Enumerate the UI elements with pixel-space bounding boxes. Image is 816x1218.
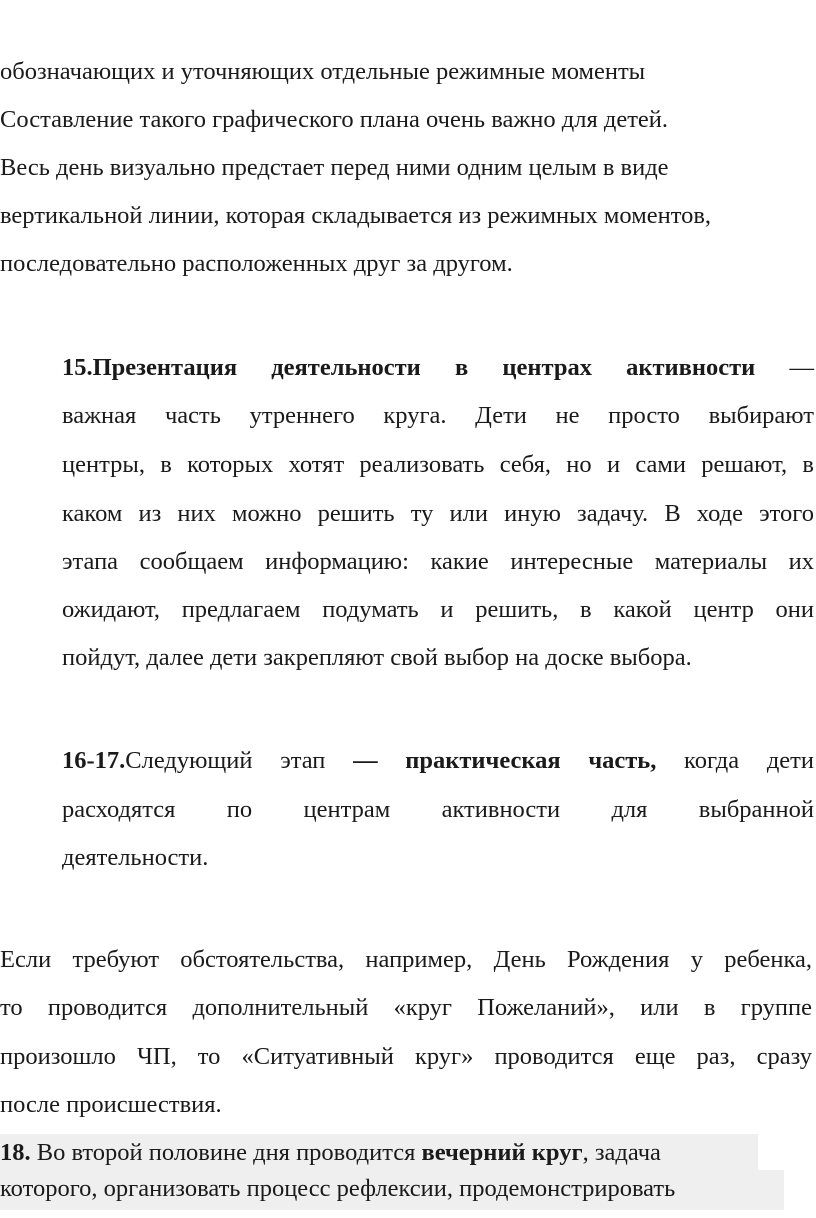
section-18-tail: , задача bbox=[582, 1139, 661, 1166]
intro-line-1: обозначающих и уточняющих отдельные режимные моменты bbox=[0, 58, 646, 85]
section-15-line-6: ожидают, предлагаем подумать и решить, в какой центр они bbox=[62, 596, 814, 623]
section-16-17-number: 16-17. bbox=[62, 747, 126, 774]
section-15-line-4: каком из них можно решить ту или иную задачу. В ходе этого bbox=[62, 500, 814, 527]
section-16-17-lead: Следующий этап bbox=[125, 747, 354, 774]
section-16-17-heading-line bbox=[62, 745, 814, 777]
intro-line-4: вертикальной линии, которая складывается из режимных моментов, bbox=[0, 202, 712, 229]
section-15-heading-line bbox=[62, 352, 814, 384]
circumstances-line-4: после происшествия. bbox=[0, 1091, 222, 1118]
section-16-17-line-3: деятельности. bbox=[62, 844, 209, 871]
section-15-line-5: этапа сообщаем информацию: какие интересные материалы их bbox=[62, 548, 814, 575]
section-16-17-line-2: расходятся по центрам активности для выбранной bbox=[62, 796, 814, 823]
section-16-17-dash: — bbox=[353, 747, 378, 774]
section-18-lead: Во второй половине дня проводится bbox=[30, 1139, 422, 1166]
section-15-line-3: центры, в которых хотят реализовать себя, но и сами решают, в bbox=[62, 451, 814, 478]
section-15-dash: — bbox=[755, 354, 814, 381]
intro-line-2: Составление такого графического плана очень важно для детей. bbox=[0, 106, 669, 133]
section-18-line-2: которого, организовать процесс рефлексии, продемонстрировать bbox=[0, 1175, 676, 1202]
section-18-heading-line bbox=[0, 1137, 661, 1169]
circumstances-line-3: произошло ЧП, то «Ситуативный круг» проводится еще раз, сразу bbox=[0, 1043, 812, 1070]
section-15-title: Презентация деятельности в центрах активности bbox=[92, 354, 756, 381]
section-18-phrase: вечерний круг bbox=[421, 1139, 583, 1166]
circumstances-line-1: Если требуют обстоятельства, например, День Рождения у ребенка, bbox=[0, 946, 812, 973]
intro-line-5: последовательно расположенных друг за другом. bbox=[0, 250, 513, 277]
intro-line-3: Весь день визуально предстает перед ними одним целым в виде bbox=[0, 154, 669, 181]
section-16-17-phrase: практическая часть, bbox=[377, 747, 657, 774]
circumstances-line-2: то проводится дополнительный «круг Пожеланий», или в группе bbox=[0, 994, 812, 1021]
section-16-17-tail: когда дети bbox=[656, 747, 814, 774]
section-15-number: 15. bbox=[62, 354, 93, 381]
section-15-line-7: пойдут, далее дети закрепляют свой выбор на доске выбора. bbox=[62, 644, 692, 671]
section-15-line-2: важная часть утреннего круга. Дети не просто выбирают bbox=[62, 402, 814, 429]
section-18-number: 18. bbox=[0, 1139, 31, 1166]
